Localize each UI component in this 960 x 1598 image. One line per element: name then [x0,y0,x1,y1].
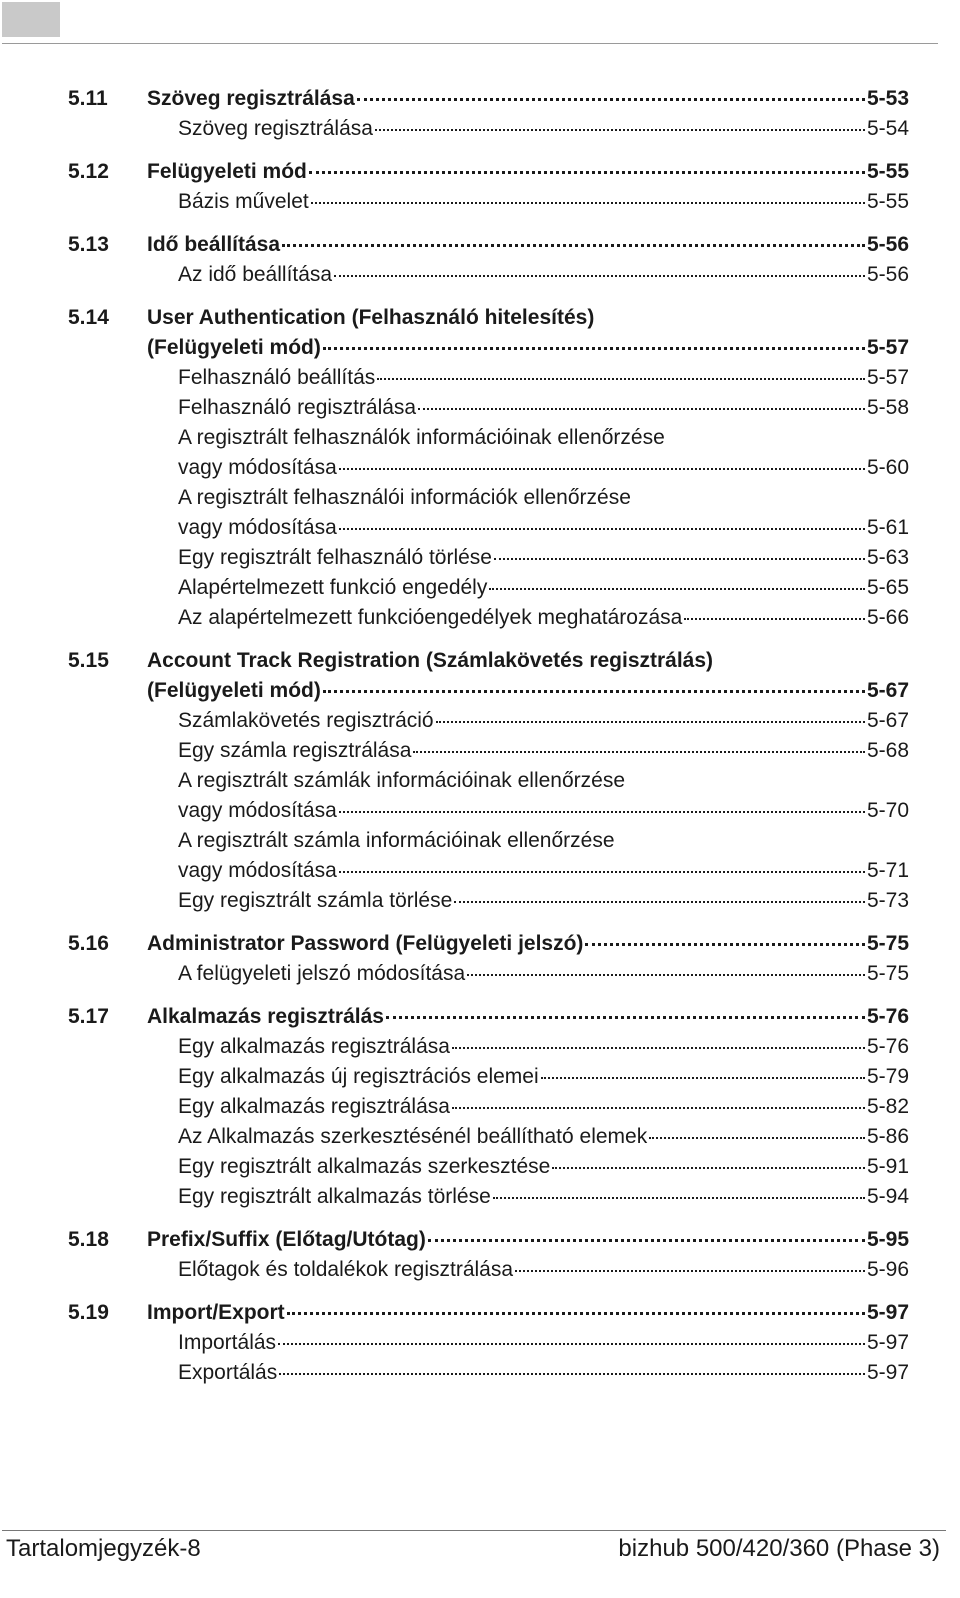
dot-leader [467,974,865,976]
toc-section [0,929,960,989]
entry-body [178,856,909,886]
page-number: 5-79 [866,1065,909,1088]
page-number: 5-55 [866,160,909,183]
toc-entry[interactable] [0,706,960,736]
entry-title: Bázis művelet [178,190,309,213]
entry-body [178,796,909,826]
page-number: 5-71 [866,859,909,882]
entry-body [178,603,909,633]
toc-section-entry[interactable] [0,1298,960,1328]
dot-leader [339,811,865,813]
dot-leader [375,129,865,131]
entry-title: Az alapértelmezett funkcióengedélyek meghatározása [178,606,683,629]
toc-entry[interactable] [0,543,960,573]
page-number: 5-56 [866,233,909,256]
toc-entry[interactable] [0,1122,960,1152]
section-number: 5.14 [68,306,109,329]
toc-entry[interactable] [0,114,960,144]
dot-leader [541,1077,865,1079]
toc-entry[interactable] [0,513,960,543]
toc-entry[interactable] [0,886,960,916]
entry-body [178,1032,909,1062]
dot-leader [684,618,865,620]
entry-body [178,1092,909,1122]
dot-leader [452,1047,865,1049]
page-number: 5-75 [866,962,909,985]
toc-entry[interactable] [0,959,960,989]
toc-entry[interactable] [0,187,960,217]
header-rule [2,43,938,44]
entry-body [178,706,909,736]
entry-body [147,676,909,706]
entry-body [178,1182,909,1212]
dot-leader [339,468,865,470]
toc-section-entry[interactable] [0,646,960,676]
section-number: 5.19 [68,1301,109,1324]
dot-leader [311,202,865,204]
entry-body [147,230,909,260]
entry-title: vagy módosítása [178,859,337,882]
entry-title: vagy módosítása [178,516,337,539]
entry-title: Alapértelmezett funkció engedély [178,576,488,599]
toc-entry[interactable] [0,826,960,856]
toc-entry[interactable] [0,363,960,393]
section-number: 5.17 [68,1005,109,1028]
toc-section-entry[interactable] [0,303,960,333]
footer-page-label: Tartalomjegyzék-8 [6,1535,201,1562]
entry-body [147,333,909,363]
entry-body [178,114,909,144]
dot-leader [334,275,865,277]
entry-title: Import/Export [147,1301,285,1324]
page-number: 5-54 [866,117,909,140]
entry-title: Administrator Password (Felügyeleti jelszó) [147,932,584,955]
toc-entry[interactable] [0,260,960,290]
dot-leader [413,751,865,753]
entry-body [178,423,665,453]
dot-leader [377,378,865,380]
toc-section [0,1225,960,1285]
toc-entry[interactable] [0,796,960,826]
toc-section [0,646,960,916]
entry-title: Felhasználó regisztrálása [178,396,417,419]
entry-body [178,1358,909,1388]
entry-title: vagy módosítása [178,456,337,479]
page-number: 5-76 [866,1035,909,1058]
dot-leader [515,1270,865,1272]
header-tab-box [2,2,60,37]
dot-leader [323,690,865,693]
page-number: 5-96 [866,1258,909,1281]
entry-body [178,513,909,543]
toc-section-entry[interactable] [0,84,960,114]
page-number: 5-63 [866,546,909,569]
dot-leader [339,528,865,530]
entry-body [147,84,909,114]
dot-leader [418,408,865,410]
entry-body [147,1298,909,1328]
page-number: 5-73 [866,889,909,912]
entry-title: Idő beállítása [147,233,281,256]
entry-title: Számlakövetés regisztráció [178,709,434,732]
dot-leader [309,171,865,174]
entry-title: Egy alkalmazás új regisztrációs elemei [178,1065,539,1088]
section-number: 5.13 [68,233,109,256]
entry-body [178,483,631,513]
toc-entry[interactable] [0,736,960,766]
toc-entry[interactable] [0,1328,960,1358]
dot-leader [649,1137,865,1139]
page-number: 5-70 [866,799,909,822]
entry-title: A regisztrált számlák információinak ellenőrzése [178,769,626,792]
dot-leader [323,347,865,350]
entry-body [178,363,909,393]
page-number: 5-67 [866,709,909,732]
page-number: 5-60 [866,456,909,479]
toc-section-entry[interactable] [0,230,960,260]
entry-body [178,453,909,483]
dot-leader [489,588,865,590]
dot-leader [282,244,865,247]
entry-title: Előtagok és toldalékok regisztrálása [178,1258,514,1281]
dot-leader [585,943,865,946]
entry-body [178,260,909,290]
entry-title: Felhasználó beállítás [178,366,376,389]
entry-body [178,1328,909,1358]
entry-body [147,646,713,676]
entry-body [178,187,909,217]
dot-leader [494,558,865,560]
entry-title: Prefix/Suffix (Előtag/Utótag) [147,1228,426,1251]
entry-body [178,1152,909,1182]
toc-entry[interactable] [0,1358,960,1388]
toc-entry[interactable] [0,1182,960,1212]
entry-title: Egy regisztrált számla törlése [178,889,453,912]
toc-entry[interactable] [0,453,960,483]
entry-title: A regisztrált felhasználói információk ellenőrzése [178,486,631,509]
entry-body [178,1122,909,1152]
page-number: 5-57 [866,336,909,359]
toc-entry[interactable] [0,1152,960,1182]
entry-body [178,393,909,423]
dot-leader [436,721,865,723]
entry-title: Egy regisztrált alkalmazás szerkesztése [178,1155,551,1178]
dot-leader [386,1016,865,1019]
entry-body [147,1225,909,1255]
dot-leader [357,98,865,101]
page-number: 5-91 [866,1155,909,1178]
dot-leader [339,871,865,873]
toc-entry[interactable] [0,423,960,453]
entry-body [178,1255,909,1285]
entry-body [178,1062,909,1092]
entry-title: Egy alkalmazás regisztrálása [178,1035,450,1058]
page-number: 5-55 [866,190,909,213]
entry-title: Egy alkalmazás regisztrálása [178,1095,450,1118]
page-number: 5-94 [866,1185,909,1208]
dot-leader [287,1312,865,1315]
page-number: 5-66 [866,606,909,629]
toc-entry[interactable] [0,1062,960,1092]
page-number: 5-76 [866,1005,909,1028]
dot-leader [452,1107,865,1109]
entry-title: Szöveg regisztrálása [178,117,373,140]
dot-leader [279,1373,865,1375]
toc-section-entry[interactable] [0,1002,960,1032]
entry-title: Importálás [178,1331,277,1354]
toc-section-entry[interactable] [0,1225,960,1255]
page-number: 5-56 [866,263,909,286]
page-number: 5-68 [866,739,909,762]
toc-entry[interactable] [0,1092,960,1122]
toc-entry[interactable] [0,603,960,633]
entry-body [178,959,909,989]
toc-entry[interactable] [0,483,960,513]
page-number: 5-61 [866,516,909,539]
toc-entry[interactable] [0,856,960,886]
page-number: 5-65 [866,576,909,599]
entry-title: Felügyeleti mód [147,160,307,183]
entry-body [147,1002,909,1032]
entry-title: Exportálás [178,1361,278,1384]
entry-title: Szöveg regisztrálása [147,87,355,110]
toc-section-entry[interactable] [0,333,960,363]
entry-body [147,157,909,187]
page-number: 5-97 [866,1331,909,1354]
entry-title: A regisztrált felhasználók információinak ellenőrzése [178,426,665,449]
section-number: 5.16 [68,932,109,955]
entry-title: Account Track Registration (Számlakövetés regisztrálás) [147,649,714,672]
entry-title: User Authentication (Felhasználó hitelesítés) [147,306,595,329]
toc-section [0,230,960,290]
toc-section [0,303,960,633]
entry-body [178,826,615,856]
entry-body [178,736,909,766]
toc-section-entry[interactable] [0,157,960,187]
page-number: 5-95 [866,1228,909,1251]
entry-title: A regisztrált számla információinak ellenőrzése [178,829,615,852]
entry-body [178,766,625,796]
toc-entry[interactable] [0,1255,960,1285]
toc-section-entry[interactable] [0,929,960,959]
dot-leader [552,1167,865,1169]
page-number: 5-97 [866,1301,909,1324]
toc-section [0,1298,960,1388]
section-number: 5.11 [68,87,108,110]
toc-section-entry[interactable] [0,676,960,706]
page-number: 5-75 [866,932,909,955]
toc-section [0,84,960,144]
page-number: 5-58 [866,396,909,419]
footer-product-label: bizhub 500/420/360 (Phase 3) [618,1535,940,1562]
dot-leader [454,901,865,903]
entry-title: A felügyeleti jelszó módosítása [178,962,466,985]
page-number: 5-57 [866,366,909,389]
entry-title: Egy regisztrált felhasználó törlése [178,546,492,569]
toc-entry[interactable] [0,766,960,796]
section-number: 5.18 [68,1228,109,1251]
entry-title: vagy módosítása [178,799,337,822]
page-number: 5-67 [866,679,909,702]
page-number: 5-97 [866,1361,909,1384]
entry-title: Alkalmazás regisztrálás [147,1005,384,1028]
dot-leader [428,1239,865,1242]
section-number: 5.15 [68,649,109,672]
section-number: 5.12 [68,160,109,183]
entry-body [178,573,909,603]
page-number: 5-53 [866,87,909,110]
toc-section [0,1002,960,1212]
entry-title: (Felügyeleti mód) [147,336,321,359]
entry-body [178,886,909,916]
entry-title: Egy regisztrált alkalmazás törlése [178,1185,491,1208]
dot-leader [493,1197,865,1199]
entry-title: Az Alkalmazás szerkesztésénél beállítható elemek [178,1125,648,1148]
entry-title: Egy számla regisztrálása [178,739,412,762]
toc-entry[interactable] [0,393,960,423]
toc-section [0,157,960,217]
page-number: 5-86 [866,1125,909,1148]
entry-body [147,929,909,959]
entry-title: Az idő beállítása [178,263,333,286]
dot-leader [278,1343,865,1345]
toc-entry[interactable] [0,573,960,603]
toc-entry[interactable] [0,1032,960,1062]
page-number: 5-82 [866,1095,909,1118]
footer-rule [2,1530,946,1531]
table-of-contents [0,84,960,1401]
entry-title: (Felügyeleti mód) [147,679,321,702]
entry-body [178,543,909,573]
entry-body [147,303,594,333]
